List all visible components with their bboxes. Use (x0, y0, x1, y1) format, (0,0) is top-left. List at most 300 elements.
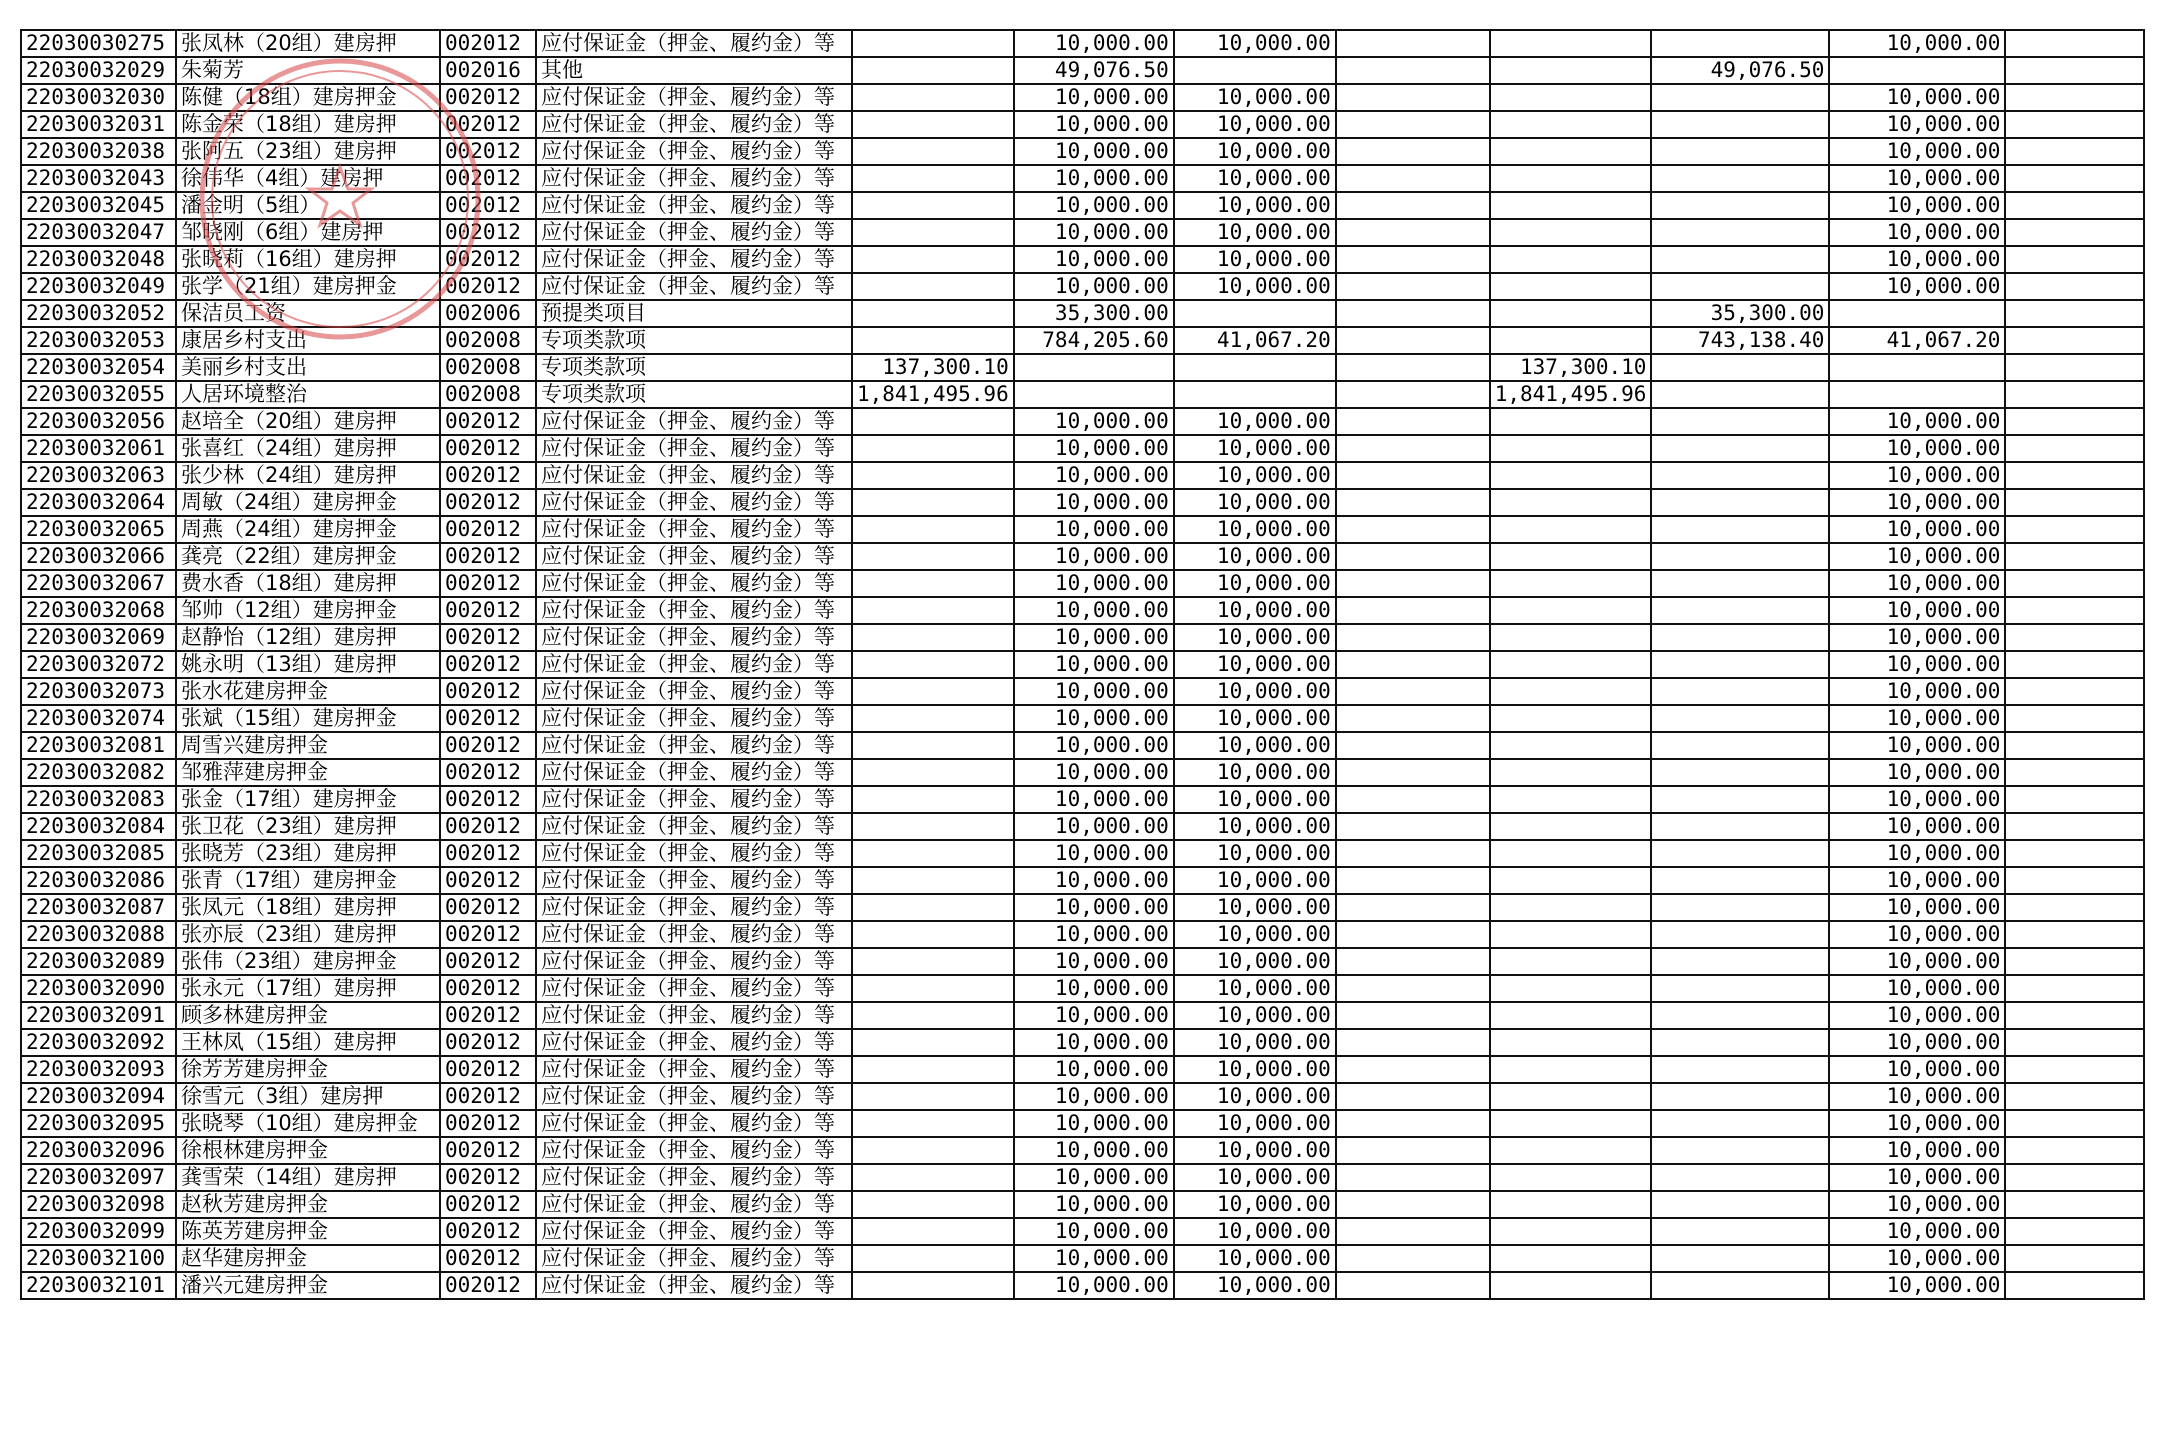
account-code-cell: 22030032101 (21, 1272, 176, 1299)
opening-credit-cell (1014, 381, 1174, 408)
blank-cell (2005, 867, 2144, 894)
opening-debit-cell (852, 192, 1014, 219)
opening-debit-cell (852, 624, 1014, 651)
opening-credit-cell: 10,000.00 (1014, 1164, 1174, 1191)
blank-cell (2005, 30, 2144, 57)
table-row (21, 543, 2144, 570)
closing-credit-cell: 743,138.40 (1651, 327, 1829, 354)
category-desc-cell: 应付保证金（押金、履约金）等 (536, 489, 852, 516)
table-row (21, 678, 2144, 705)
opening-debit-cell (852, 273, 1014, 300)
account-name-cell: 徐根林建房押金 (176, 1137, 440, 1164)
period-credit-cell (1336, 1272, 1490, 1299)
account-name-cell: 王林凤（15组）建房押 (176, 1029, 440, 1056)
opening-credit-cell: 10,000.00 (1014, 462, 1174, 489)
opening-debit-cell (852, 1245, 1014, 1272)
period-credit-cell (1336, 1083, 1490, 1110)
category-code-cell: 002012 (440, 138, 536, 165)
account-name-cell: 赵秋芳建房押金 (176, 1191, 440, 1218)
period-debit-cell: 10,000.00 (1174, 435, 1336, 462)
period-debit-cell: 10,000.00 (1174, 651, 1336, 678)
closing-balance-cell: 10,000.00 (1829, 1191, 2005, 1218)
closing-balance-cell (1829, 300, 2005, 327)
opening-debit-cell (852, 138, 1014, 165)
account-code-cell: 22030032074 (21, 705, 176, 732)
period-debit-cell: 10,000.00 (1174, 624, 1336, 651)
opening-debit-cell (852, 1029, 1014, 1056)
account-code-cell: 22030032065 (21, 516, 176, 543)
table-row (21, 867, 2144, 894)
category-desc-cell: 应付保证金（押金、履约金）等 (536, 732, 852, 759)
period-debit-cell: 10,000.00 (1174, 1245, 1336, 1272)
closing-debit-cell (1490, 1245, 1652, 1272)
table-row (21, 921, 2144, 948)
category-desc-cell: 应付保证金（押金、履约金）等 (536, 651, 852, 678)
opening-credit-cell: 10,000.00 (1014, 408, 1174, 435)
closing-credit-cell (1651, 1245, 1829, 1272)
closing-debit-cell (1490, 921, 1652, 948)
account-code-cell: 22030032038 (21, 138, 176, 165)
category-code-cell: 002012 (440, 489, 536, 516)
period-credit-cell (1336, 543, 1490, 570)
period-debit-cell: 10,000.00 (1174, 867, 1336, 894)
closing-credit-cell (1651, 705, 1829, 732)
period-debit-cell: 10,000.00 (1174, 948, 1336, 975)
opening-debit-cell (852, 975, 1014, 1002)
blank-cell (2005, 1272, 2144, 1299)
closing-debit-cell (1490, 813, 1652, 840)
closing-credit-cell (1651, 1083, 1829, 1110)
closing-credit-cell (1651, 1056, 1829, 1083)
account-name-cell: 陈英芳建房押金 (176, 1218, 440, 1245)
closing-credit-cell (1651, 462, 1829, 489)
closing-balance-cell: 10,000.00 (1829, 246, 2005, 273)
category-desc-cell: 应付保证金（押金、履约金）等 (536, 273, 852, 300)
period-debit-cell: 10,000.00 (1174, 516, 1336, 543)
period-debit-cell: 10,000.00 (1174, 975, 1336, 1002)
period-debit-cell: 10,000.00 (1174, 408, 1336, 435)
category-code-cell: 002012 (440, 273, 536, 300)
category-code-cell: 002006 (440, 300, 536, 327)
account-name-cell: 保洁员工资 (176, 300, 440, 327)
closing-debit-cell (1490, 732, 1652, 759)
account-name-cell: 朱菊芳 (176, 57, 440, 84)
category-code-cell: 002012 (440, 651, 536, 678)
account-code-cell: 22030032072 (21, 651, 176, 678)
opening-credit-cell: 10,000.00 (1014, 111, 1174, 138)
account-code-cell: 22030032087 (21, 894, 176, 921)
opening-debit-cell (852, 921, 1014, 948)
opening-debit-cell (852, 111, 1014, 138)
account-name-cell: 陈健（18组）建房押金 (176, 84, 440, 111)
opening-debit-cell (852, 300, 1014, 327)
opening-credit-cell: 10,000.00 (1014, 597, 1174, 624)
period-credit-cell (1336, 1056, 1490, 1083)
closing-debit-cell (1490, 1029, 1652, 1056)
account-name-cell: 赵培全（20组）建房押 (176, 408, 440, 435)
account-name-cell: 人居环境整治 (176, 381, 440, 408)
period-credit-cell (1336, 246, 1490, 273)
blank-cell (2005, 543, 2144, 570)
opening-credit-cell: 10,000.00 (1014, 138, 1174, 165)
account-code-cell: 22030032067 (21, 570, 176, 597)
closing-balance-cell: 10,000.00 (1829, 165, 2005, 192)
category-code-cell: 002012 (440, 840, 536, 867)
category-code-cell: 002012 (440, 516, 536, 543)
opening-debit-cell (852, 840, 1014, 867)
account-code-cell: 22030032089 (21, 948, 176, 975)
closing-debit-cell (1490, 462, 1652, 489)
blank-cell (2005, 489, 2144, 516)
opening-credit-cell: 10,000.00 (1014, 894, 1174, 921)
table-row (21, 327, 2144, 354)
category-desc-cell: 应付保证金（押金、履约金）等 (536, 921, 852, 948)
table-row (21, 84, 2144, 111)
account-name-cell: 张伟（23组）建房押金 (176, 948, 440, 975)
category-desc-cell: 应付保证金（押金、履约金）等 (536, 30, 852, 57)
closing-credit-cell (1651, 678, 1829, 705)
period-debit-cell: 10,000.00 (1174, 921, 1336, 948)
category-code-cell: 002012 (440, 462, 536, 489)
account-name-cell: 张斌（15组）建房押金 (176, 705, 440, 732)
account-code-cell: 22030032088 (21, 921, 176, 948)
period-debit-cell: 10,000.00 (1174, 138, 1336, 165)
opening-credit-cell: 10,000.00 (1014, 867, 1174, 894)
account-name-cell: 张永元（17组）建房押 (176, 975, 440, 1002)
account-name-cell: 周雪兴建房押金 (176, 732, 440, 759)
category-code-cell: 002012 (440, 1056, 536, 1083)
opening-credit-cell: 10,000.00 (1014, 840, 1174, 867)
account-code-cell: 22030032094 (21, 1083, 176, 1110)
opening-debit-cell: 137,300.10 (852, 354, 1014, 381)
table-row (21, 111, 2144, 138)
period-credit-cell (1336, 408, 1490, 435)
closing-balance-cell: 10,000.00 (1829, 624, 2005, 651)
account-name-cell: 顾多林建房押金 (176, 1002, 440, 1029)
category-desc-cell: 应付保证金（押金、履约金）等 (536, 1029, 852, 1056)
blank-cell (2005, 84, 2144, 111)
closing-credit-cell (1651, 489, 1829, 516)
category-desc-cell: 应付保证金（押金、履约金）等 (536, 543, 852, 570)
closing-credit-cell (1651, 570, 1829, 597)
blank-cell (2005, 165, 2144, 192)
opening-credit-cell: 10,000.00 (1014, 219, 1174, 246)
blank-cell (2005, 1002, 2144, 1029)
period-debit-cell: 10,000.00 (1174, 732, 1336, 759)
opening-credit-cell: 10,000.00 (1014, 84, 1174, 111)
category-desc-cell: 应付保证金（押金、履约金）等 (536, 1083, 852, 1110)
closing-credit-cell (1651, 246, 1829, 273)
closing-balance-cell: 10,000.00 (1829, 1245, 2005, 1272)
category-code-cell: 002012 (440, 84, 536, 111)
category-desc-cell: 应付保证金（押金、履约金）等 (536, 1272, 852, 1299)
closing-credit-cell (1651, 1029, 1829, 1056)
account-code-cell: 22030032092 (21, 1029, 176, 1056)
period-debit-cell: 41,067.20 (1174, 327, 1336, 354)
period-credit-cell (1336, 30, 1490, 57)
category-code-cell: 002012 (440, 408, 536, 435)
category-code-cell: 002012 (440, 1110, 536, 1137)
period-credit-cell (1336, 1191, 1490, 1218)
closing-balance-cell: 10,000.00 (1829, 1137, 2005, 1164)
closing-debit-cell (1490, 1056, 1652, 1083)
period-debit-cell: 10,000.00 (1174, 1029, 1336, 1056)
table-row (21, 570, 2144, 597)
closing-credit-cell (1651, 1002, 1829, 1029)
account-name-cell: 张喜红（24组）建房押 (176, 435, 440, 462)
period-debit-cell: 10,000.00 (1174, 1164, 1336, 1191)
account-code-cell: 22030032081 (21, 732, 176, 759)
table-row (21, 192, 2144, 219)
category-code-cell: 002012 (440, 867, 536, 894)
closing-credit-cell: 49,076.50 (1651, 57, 1829, 84)
closing-balance-cell: 10,000.00 (1829, 543, 2005, 570)
category-code-cell: 002012 (440, 597, 536, 624)
opening-debit-cell (852, 1191, 1014, 1218)
blank-cell (2005, 273, 2144, 300)
category-desc-cell: 专项类款项 (536, 327, 852, 354)
category-desc-cell: 应付保证金（押金、履约金）等 (536, 1164, 852, 1191)
closing-balance-cell: 10,000.00 (1829, 273, 2005, 300)
period-credit-cell (1336, 867, 1490, 894)
closing-debit-cell (1490, 84, 1652, 111)
opening-credit-cell: 10,000.00 (1014, 813, 1174, 840)
account-code-cell: 22030030275 (21, 30, 176, 57)
closing-balance-cell: 10,000.00 (1829, 813, 2005, 840)
account-code-cell: 22030032049 (21, 273, 176, 300)
closing-balance-cell: 10,000.00 (1829, 732, 2005, 759)
table-row (21, 597, 2144, 624)
table-row (21, 1245, 2144, 1272)
opening-debit-cell (852, 705, 1014, 732)
closing-credit-cell (1651, 1110, 1829, 1137)
opening-debit-cell (852, 57, 1014, 84)
account-code-cell: 22030032085 (21, 840, 176, 867)
closing-credit-cell (1651, 111, 1829, 138)
category-desc-cell: 应付保证金（押金、履约金）等 (536, 570, 852, 597)
period-credit-cell (1336, 678, 1490, 705)
period-credit-cell (1336, 489, 1490, 516)
opening-credit-cell: 10,000.00 (1014, 1218, 1174, 1245)
opening-credit-cell: 10,000.00 (1014, 570, 1174, 597)
period-credit-cell (1336, 786, 1490, 813)
blank-cell (2005, 1110, 2144, 1137)
account-name-cell: 龚雪荣（14组）建房押 (176, 1164, 440, 1191)
closing-debit-cell (1490, 138, 1652, 165)
opening-credit-cell: 10,000.00 (1014, 759, 1174, 786)
table-row (21, 786, 2144, 813)
period-debit-cell: 10,000.00 (1174, 1272, 1336, 1299)
closing-balance-cell: 10,000.00 (1829, 138, 2005, 165)
opening-debit-cell (852, 732, 1014, 759)
table-row (21, 948, 2144, 975)
opening-credit-cell: 10,000.00 (1014, 192, 1174, 219)
account-name-cell: 赵静怡（12组）建房押 (176, 624, 440, 651)
period-credit-cell (1336, 462, 1490, 489)
opening-credit-cell: 10,000.00 (1014, 543, 1174, 570)
closing-debit-cell (1490, 975, 1652, 1002)
period-credit-cell (1336, 732, 1490, 759)
table-row (21, 1272, 2144, 1299)
account-code-cell: 22030032029 (21, 57, 176, 84)
opening-debit-cell: 1,841,495.96 (852, 381, 1014, 408)
opening-debit-cell (852, 435, 1014, 462)
period-credit-cell (1336, 327, 1490, 354)
category-desc-cell: 应付保证金（押金、履约金）等 (536, 840, 852, 867)
account-name-cell: 徐雪元（3组）建房押 (176, 1083, 440, 1110)
opening-debit-cell (852, 543, 1014, 570)
category-desc-cell: 应付保证金（押金、履约金）等 (536, 813, 852, 840)
table-row (21, 30, 2144, 57)
category-code-cell: 002012 (440, 759, 536, 786)
closing-debit-cell (1490, 705, 1652, 732)
category-code-cell: 002012 (440, 732, 536, 759)
ledger-table (20, 29, 2145, 1300)
closing-debit-cell (1490, 435, 1652, 462)
table-row (21, 1137, 2144, 1164)
category-desc-cell: 应付保证金（押金、履约金）等 (536, 408, 852, 435)
period-debit-cell (1174, 354, 1336, 381)
period-debit-cell: 10,000.00 (1174, 84, 1336, 111)
category-desc-cell: 应付保证金（押金、履约金）等 (536, 1002, 852, 1029)
period-debit-cell (1174, 300, 1336, 327)
closing-balance-cell: 10,000.00 (1829, 867, 2005, 894)
account-code-cell: 22030032047 (21, 219, 176, 246)
closing-debit-cell (1490, 30, 1652, 57)
closing-debit-cell (1490, 1083, 1652, 1110)
closing-debit-cell (1490, 570, 1652, 597)
closing-debit-cell (1490, 111, 1652, 138)
blank-cell (2005, 1029, 2144, 1056)
period-debit-cell (1174, 57, 1336, 84)
closing-debit-cell (1490, 516, 1652, 543)
period-credit-cell (1336, 759, 1490, 786)
closing-debit-cell (1490, 489, 1652, 516)
closing-debit-cell (1490, 1110, 1652, 1137)
opening-credit-cell: 35,300.00 (1014, 300, 1174, 327)
table-row (21, 354, 2144, 381)
blank-cell (2005, 1056, 2144, 1083)
blank-cell (2005, 975, 2144, 1002)
category-desc-cell: 应付保证金（押金、履约金）等 (536, 84, 852, 111)
closing-balance-cell: 10,000.00 (1829, 840, 2005, 867)
opening-debit-cell (852, 327, 1014, 354)
closing-balance-cell: 10,000.00 (1829, 408, 2005, 435)
period-debit-cell: 10,000.00 (1174, 273, 1336, 300)
account-name-cell: 邹帅（12组）建房押金 (176, 597, 440, 624)
opening-debit-cell (852, 408, 1014, 435)
period-debit-cell: 10,000.00 (1174, 1110, 1336, 1137)
table-row (21, 705, 2144, 732)
account-name-cell: 龚亮（22组）建房押金 (176, 543, 440, 570)
closing-credit-cell (1651, 975, 1829, 1002)
closing-balance-cell: 10,000.00 (1829, 219, 2005, 246)
category-desc-cell: 应付保证金（押金、履约金）等 (536, 165, 852, 192)
closing-credit-cell (1651, 192, 1829, 219)
category-code-cell: 002008 (440, 327, 536, 354)
account-code-cell: 22030032086 (21, 867, 176, 894)
period-credit-cell (1336, 1110, 1490, 1137)
opening-credit-cell: 10,000.00 (1014, 30, 1174, 57)
closing-debit-cell (1490, 1218, 1652, 1245)
closing-credit-cell: 35,300.00 (1651, 300, 1829, 327)
account-name-cell: 潘兴元建房押金 (176, 1272, 440, 1299)
opening-debit-cell (852, 84, 1014, 111)
category-code-cell: 002008 (440, 354, 536, 381)
opening-credit-cell: 10,000.00 (1014, 435, 1174, 462)
closing-balance-cell: 10,000.00 (1829, 84, 2005, 111)
blank-cell (2005, 948, 2144, 975)
closing-balance-cell: 10,000.00 (1829, 921, 2005, 948)
closing-credit-cell (1651, 435, 1829, 462)
category-code-cell: 002012 (440, 894, 536, 921)
account-name-cell: 张晓莉（16组）建房押 (176, 246, 440, 273)
closing-credit-cell (1651, 30, 1829, 57)
table-row (21, 462, 2144, 489)
table-row (21, 1218, 2144, 1245)
closing-debit-cell (1490, 867, 1652, 894)
opening-credit-cell: 10,000.00 (1014, 705, 1174, 732)
closing-credit-cell (1651, 381, 1829, 408)
closing-balance-cell: 10,000.00 (1829, 462, 2005, 489)
closing-credit-cell (1651, 354, 1829, 381)
closing-credit-cell (1651, 138, 1829, 165)
blank-cell (2005, 57, 2144, 84)
closing-credit-cell (1651, 624, 1829, 651)
blank-cell (2005, 813, 2144, 840)
account-code-cell: 22030032066 (21, 543, 176, 570)
opening-debit-cell (852, 1272, 1014, 1299)
category-desc-cell: 应付保证金（押金、履约金）等 (536, 1056, 852, 1083)
account-name-cell: 周燕（24组）建房押金 (176, 516, 440, 543)
closing-balance-cell: 10,000.00 (1829, 759, 2005, 786)
period-credit-cell (1336, 651, 1490, 678)
opening-debit-cell (852, 219, 1014, 246)
account-name-cell: 张学（21组）建房押金 (176, 273, 440, 300)
opening-credit-cell: 10,000.00 (1014, 165, 1174, 192)
blank-cell (2005, 327, 2144, 354)
category-desc-cell: 应付保证金（押金、履约金）等 (536, 705, 852, 732)
closing-credit-cell (1651, 1164, 1829, 1191)
opening-debit-cell (852, 462, 1014, 489)
account-name-cell: 康居乡村支出 (176, 327, 440, 354)
closing-balance-cell: 10,000.00 (1829, 111, 2005, 138)
closing-credit-cell (1651, 840, 1829, 867)
category-desc-cell: 应付保证金（押金、履约金）等 (536, 678, 852, 705)
closing-credit-cell (1651, 894, 1829, 921)
closing-balance-cell: 10,000.00 (1829, 1083, 2005, 1110)
closing-debit-cell (1490, 678, 1652, 705)
blank-cell (2005, 1245, 2144, 1272)
period-credit-cell (1336, 1164, 1490, 1191)
period-debit-cell: 10,000.00 (1174, 1002, 1336, 1029)
closing-debit-cell (1490, 651, 1652, 678)
category-desc-cell: 应付保证金（押金、履约金）等 (536, 192, 852, 219)
table-row (21, 1110, 2144, 1137)
period-credit-cell (1336, 705, 1490, 732)
category-desc-cell: 其他 (536, 57, 852, 84)
closing-balance-cell: 10,000.00 (1829, 975, 2005, 1002)
table-row (21, 1164, 2144, 1191)
category-code-cell: 002012 (440, 705, 536, 732)
category-code-cell: 002012 (440, 624, 536, 651)
opening-debit-cell (852, 597, 1014, 624)
opening-credit-cell: 784,205.60 (1014, 327, 1174, 354)
opening-credit-cell: 10,000.00 (1014, 1002, 1174, 1029)
account-code-cell: 22030032068 (21, 597, 176, 624)
period-debit-cell: 10,000.00 (1174, 1083, 1336, 1110)
opening-debit-cell (852, 1137, 1014, 1164)
